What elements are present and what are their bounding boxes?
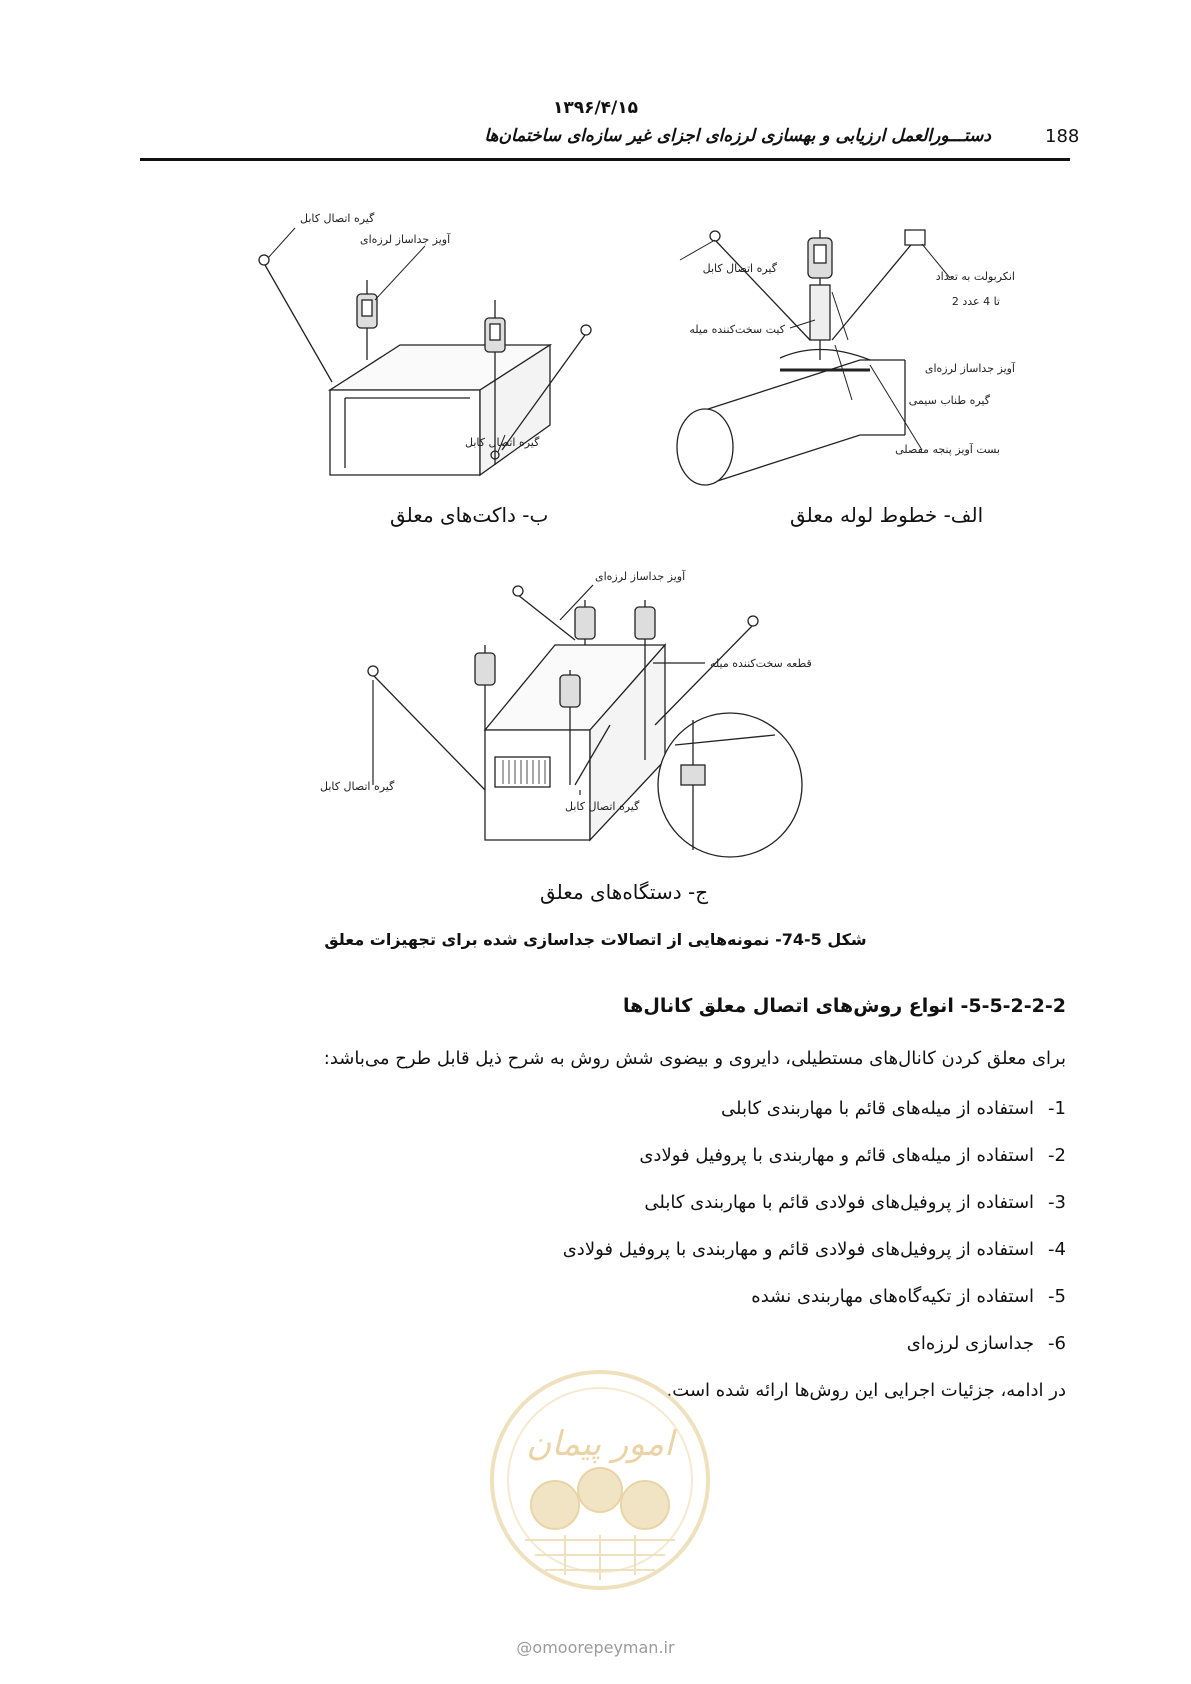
figure-panel-ducts [250, 210, 640, 500]
caption-panel-b: ب- داکت‌های معلق [390, 503, 549, 527]
section-heading: 5-5-2-2-2- انواع روش‌های اتصال معلق کانال‌ها [623, 995, 1066, 1017]
label-isolator-hanger: آویز جداساز لرزه‌ای [924, 362, 1015, 375]
label-cable-clamp-left: گیره اتصال کابل [320, 780, 395, 793]
intro-paragraph: برای معلق کردن کانال‌های مستطیلی، دایروی و بیضوی شش روش به شرح ذیل قابل طرح می‌باشد: [323, 1048, 1066, 1069]
caption-panel-a: الف- خطوط لوله معلق [790, 503, 984, 527]
label-isolator-hanger: آویز جداساز لرزه‌ای [595, 570, 686, 583]
outro-paragraph: در ادامه، جزئیات اجرایی این روش‌ها ارائه شده است. [666, 1380, 1066, 1401]
caption-panel-c: ج- دستگاه‌های معلق [540, 880, 709, 904]
label-wire-rope-clamp: گیره طناب سیمی [908, 394, 990, 407]
watermark-logo [485, 1365, 715, 1595]
label-cable-clamp-2: گیره اتصال کابل [465, 436, 540, 449]
list-item: 1-استفاده از میله‌های قائم با مهاربندی کابلی [721, 1098, 1066, 1119]
header-title: دستـــورالعمل ارزیابی و بهسازی لرزه‌ای اجزای غیر سازه‌ای ساختمان‌ها [484, 126, 991, 146]
label-anchor-count: 2 تا 4 عدد [951, 295, 1000, 308]
list-item: 3-استفاده از پروفیل‌های فولادی قائم با مهاربندی کابلی [644, 1192, 1066, 1213]
label-cable-clamp-1: گیره اتصال کابل [300, 212, 375, 225]
figure-caption: شکل 5-74- نمونه‌هایی از اتصالات جداسازی شده برای تجهیزات معلق [324, 930, 867, 949]
label-isolator-hanger: آویز جداساز لرزه‌ای [360, 233, 451, 246]
label-clevis-hanger: بست آویز پنجه مفصلی [895, 443, 1000, 456]
watermark-site: @omoorepeyman.ir [516, 1638, 675, 1657]
label-cable-clamp-bottom: گیره اتصال کابل [565, 800, 640, 813]
duct-drawing [259, 255, 591, 475]
header-date: ۱۳۹۶/۴/۱۵ [552, 98, 639, 118]
label-anchor-bolt: انکربولت به تعداد [935, 270, 1015, 283]
equipment-drawing [368, 586, 802, 857]
header-rule [140, 158, 1070, 161]
page-number: 188 [1045, 126, 1080, 147]
watermark-logo-text: امور پیمان [526, 1424, 674, 1464]
label-rod-stiffener: قطعه سخت‌کننده میله [710, 657, 812, 670]
list-item: 2-استفاده از میله‌های قائم و مهاربندی با پروفیل فولادی [639, 1145, 1066, 1166]
figure-panel-pipes [660, 210, 1030, 500]
label-cable-clamp: گیره اتصال کابل [702, 262, 777, 275]
figure-panel-equipment [320, 570, 845, 875]
list-item: 6-جداسازی لرزه‌ای [906, 1333, 1066, 1354]
label-rod-stiffener-kit: کیت سخت‌کننده میله [689, 323, 785, 336]
list-item: 5-استفاده از تکیه‌گاه‌های مهاربندی نشده [751, 1286, 1066, 1307]
list-item: 4-استفاده از پروفیل‌های فولادی قائم و مهاربندی با پروفیل فولادی [562, 1239, 1066, 1260]
